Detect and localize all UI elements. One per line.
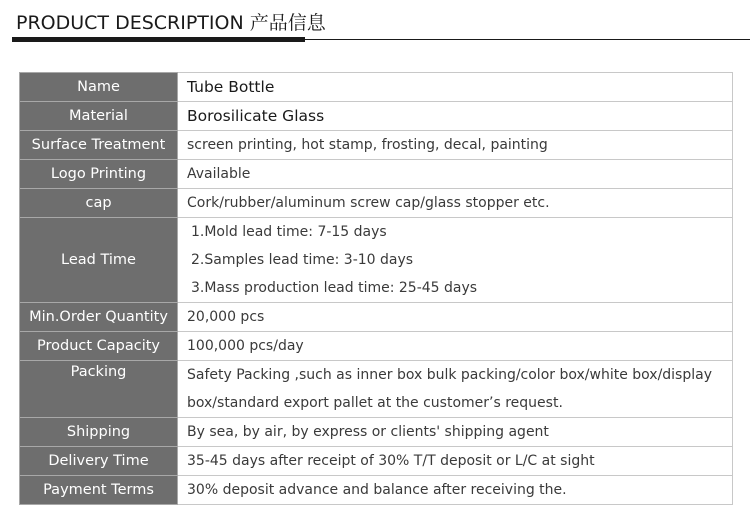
row-value [178,332,733,361]
row-label: Min.Order Quantity [20,303,178,332]
value-line: 100,000 pcs/day [187,338,304,354]
value-line: Borosilicate Glass [187,107,325,125]
row-value [178,476,733,505]
row-label: Logo Printing [20,160,178,189]
row-value [178,361,733,418]
value-line: 2.Samples lead time: 3-10 days [191,252,414,268]
row-label: Payment Terms [20,476,178,505]
row-label: Packing [20,361,178,418]
value-line: Cork/rubber/aluminum screw cap/glass stopper etc. [187,195,550,211]
row-value [178,218,733,303]
row-value [178,160,733,189]
value-line: Safety Packing ,such as inner box bulk packing/color box/white box/display [187,367,712,383]
product-spec-table [19,72,733,505]
value-line: 3.Mass production lead time: 25-45 days [191,280,478,296]
table-row-material [20,102,733,131]
value-line: screen printing, hot stamp, frosting, decal, painting [187,137,548,153]
table-row-product-capacity [20,332,733,361]
row-label: Shipping [20,418,178,447]
table-row-surface-treatment [20,131,733,160]
row-label: Material [20,102,178,131]
row-value [178,102,733,131]
row-value [178,418,733,447]
value-line: By sea, by air, by express or clients' shipping agent [187,424,549,440]
table-row-name [20,73,733,102]
section-title: PRODUCT DESCRIPTION 产品信息 [16,12,326,34]
row-value [178,447,733,476]
row-value [178,303,733,332]
table-row-cap [20,189,733,218]
row-label: Name [20,73,178,102]
value-line: 30% deposit advance and balance after receiving the. [187,482,567,498]
row-label: Surface Treatment [20,131,178,160]
table-row-delivery-time [20,447,733,476]
value-line: 20,000 pcs [187,309,265,325]
table-row-shipping [20,418,733,447]
row-value [178,131,733,160]
title-divider [12,39,750,40]
table-row-min-order-quantity [20,303,733,332]
row-label: Product Capacity [20,332,178,361]
table-row-lead-time [20,218,733,303]
row-label: Delivery Time [20,447,178,476]
row-label: cap [20,189,178,218]
value-line: Available [187,166,251,182]
row-label: Lead Time [20,218,178,303]
row-value [178,189,733,218]
value-line: 1.Mold lead time: 7-15 days [191,224,387,240]
table-row-packing [20,361,733,418]
value-line: Tube Bottle [187,78,275,96]
table-row-payment-terms [20,476,733,505]
table-row-logo-printing [20,160,733,189]
value-line: 35-45 days after receipt of 30% T/T deposit or L/C at sight [187,453,595,469]
row-value [178,73,733,102]
value-line: box/standard export pallet at the customer’s request. [187,395,563,411]
